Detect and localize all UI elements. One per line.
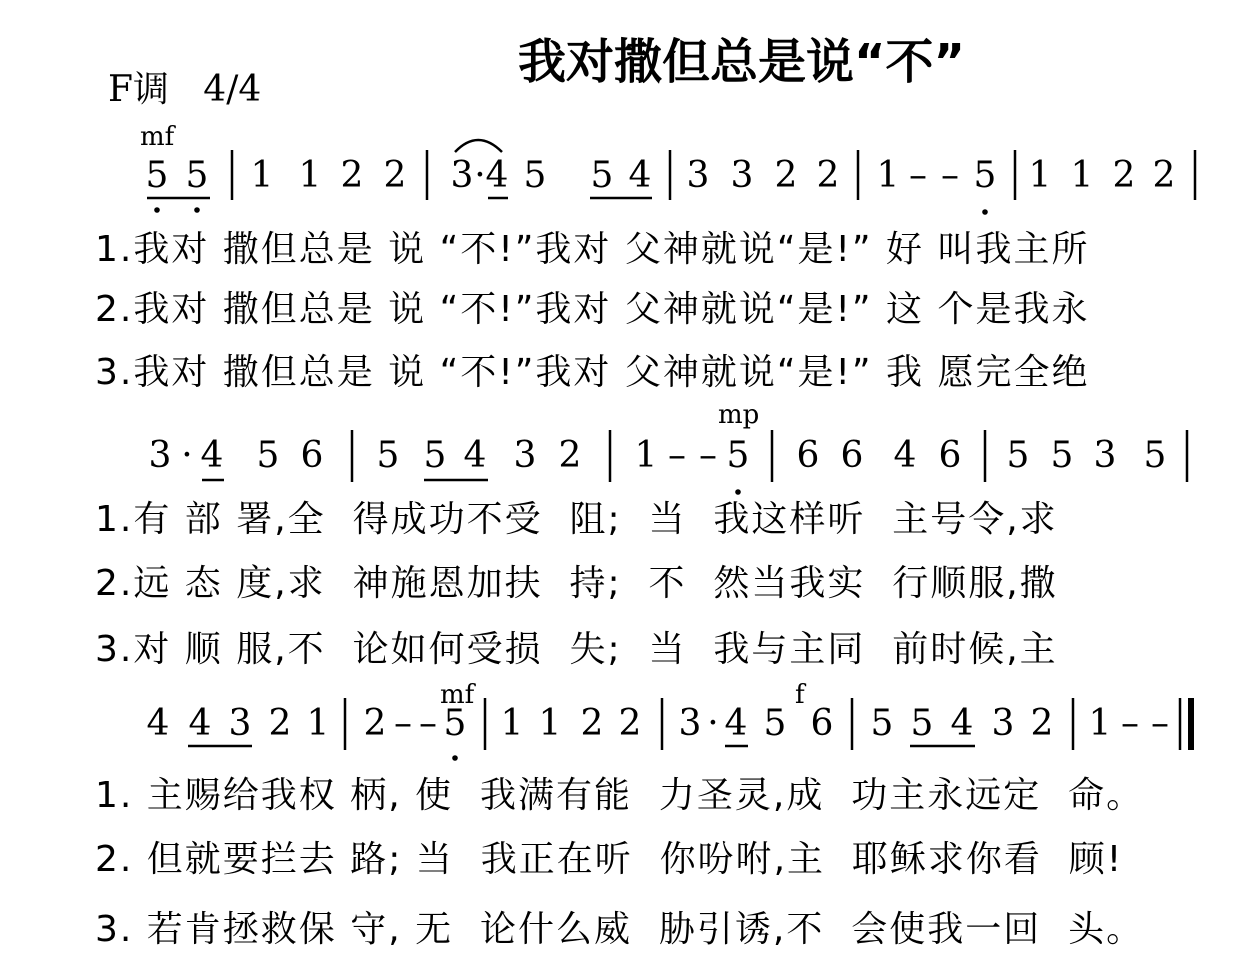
note: – (419, 703, 437, 744)
lyric-line-s3-v1: 1. 主赐给我权 柄, 使 我满有能 力圣灵,成 功主永远定 命。 (95, 775, 1145, 816)
note: 5 (590, 155, 614, 196)
note: 6 (300, 435, 324, 476)
note: 1 (500, 703, 524, 744)
note: 5 (145, 155, 169, 196)
low-octave-dot (735, 489, 741, 495)
dynamic-mf-1: mf (140, 122, 175, 152)
note: 2 (340, 155, 364, 196)
note: 2 (618, 703, 642, 744)
note: – (909, 155, 927, 196)
low-octave-dot (194, 207, 200, 213)
note: 1 (1028, 155, 1052, 196)
low-octave-dot (154, 207, 160, 213)
lyric-line-s3-v2: 2. 但就要拦去 路; 当 我正在听 你吩咐,主 耶稣求你看 顾! (95, 839, 1124, 880)
lyric-line-s1-v1: 1.我对 撒但总是 说 “不!”我对 父神就说“是!” 好 叫我主所 (95, 229, 1090, 270)
note: 5 (376, 435, 400, 476)
note: – (699, 435, 717, 476)
note: 1 (1088, 703, 1112, 744)
note: 5 (523, 155, 547, 196)
note: · (181, 435, 193, 476)
note: 2 (774, 155, 798, 196)
note: 4 (628, 155, 652, 196)
note: 3 (730, 155, 754, 196)
note: 1 (306, 703, 330, 744)
note: 5 (1143, 435, 1167, 476)
lyric-line-s1-v2: 2.我对 撒但总是 说 “不!”我对 父神就说“是!” 这 个是我永 (95, 289, 1090, 330)
lyric-line-s2-v3: 3.对 顺 服,不 论如何受损 失; 当 我与主同 前时候,主 (95, 629, 1058, 670)
note: 1 (1070, 155, 1094, 196)
note: 1 (634, 435, 658, 476)
note: 5 (256, 435, 280, 476)
note: 6 (840, 435, 864, 476)
note: 6 (796, 435, 820, 476)
note: · (707, 703, 719, 744)
note: – (668, 435, 686, 476)
note: 4 (893, 435, 917, 476)
note: 2 (363, 703, 387, 744)
note: 4 (950, 703, 974, 744)
slur (455, 140, 502, 152)
note: 2 (1030, 703, 1054, 744)
note: 5 (423, 435, 447, 476)
note: 1 (538, 703, 562, 744)
note: 4 (146, 703, 170, 744)
note: 2 (580, 703, 604, 744)
note: 4 (200, 435, 224, 476)
note: 5 (870, 703, 894, 744)
note: 5 (726, 435, 750, 476)
note: 5 (973, 155, 997, 196)
note: 6 (938, 435, 962, 476)
note: 2 (558, 435, 582, 476)
note: – (1151, 703, 1169, 744)
note: 4 (485, 155, 509, 196)
note: 2 (816, 155, 840, 196)
note: 4 (724, 703, 748, 744)
note: 5 (1050, 435, 1074, 476)
dynamic-mf-2: mf (440, 680, 475, 710)
lyric-line-s3-v3: 3. 若肯拯救保 守, 无 论什么威 胁引诱,不 会使我一回 头。 (95, 909, 1145, 950)
note: 2 (383, 155, 407, 196)
note: 2 (1112, 155, 1136, 196)
note: 2 (268, 703, 292, 744)
dynamic-mp: mp (718, 400, 760, 430)
note: 3 (1093, 435, 1117, 476)
note: 3 (228, 703, 252, 744)
note: 5 (910, 703, 934, 744)
dynamic-f: f (795, 680, 805, 710)
note: – (394, 703, 412, 744)
note: 1 (876, 155, 900, 196)
note: 4 (188, 703, 212, 744)
song-title: 我对撒但总是说“不” (518, 34, 966, 90)
note: 5 (443, 703, 467, 744)
note: 2 (1152, 155, 1176, 196)
note: 1 (250, 155, 274, 196)
note: 3 (678, 703, 702, 744)
lyric-line-s2-v2: 2.远 态 度,求 神施恩加扶 持; 不 然当我实 行顺服,撒 (95, 563, 1058, 604)
note: 3 (148, 435, 172, 476)
note: 3 (450, 155, 474, 196)
note: 3 (686, 155, 710, 196)
note: – (941, 155, 959, 196)
key-and-time-signature: F调 4/4 (108, 69, 262, 110)
note: 5 (1006, 435, 1030, 476)
note: 5 (763, 703, 787, 744)
lyric-line-s2-v1: 1.有 部 署,全 得成功不受 阻; 当 我这样听 主号令,求 (95, 499, 1058, 540)
note: 4 (463, 435, 487, 476)
note: · (474, 155, 486, 196)
low-octave-dot (452, 755, 458, 761)
lyric-line-s1-v3: 3.我对 撒但总是 说 “不!”我对 父神就说“是!” 我 愿完全绝 (95, 352, 1090, 393)
note: – (1121, 703, 1139, 744)
note: 3 (991, 703, 1015, 744)
low-octave-dot (982, 209, 988, 215)
note: 3 (513, 435, 537, 476)
final-bar-thick (1188, 698, 1194, 750)
note: 5 (185, 155, 209, 196)
note: 6 (810, 703, 834, 744)
note: 1 (298, 155, 322, 196)
